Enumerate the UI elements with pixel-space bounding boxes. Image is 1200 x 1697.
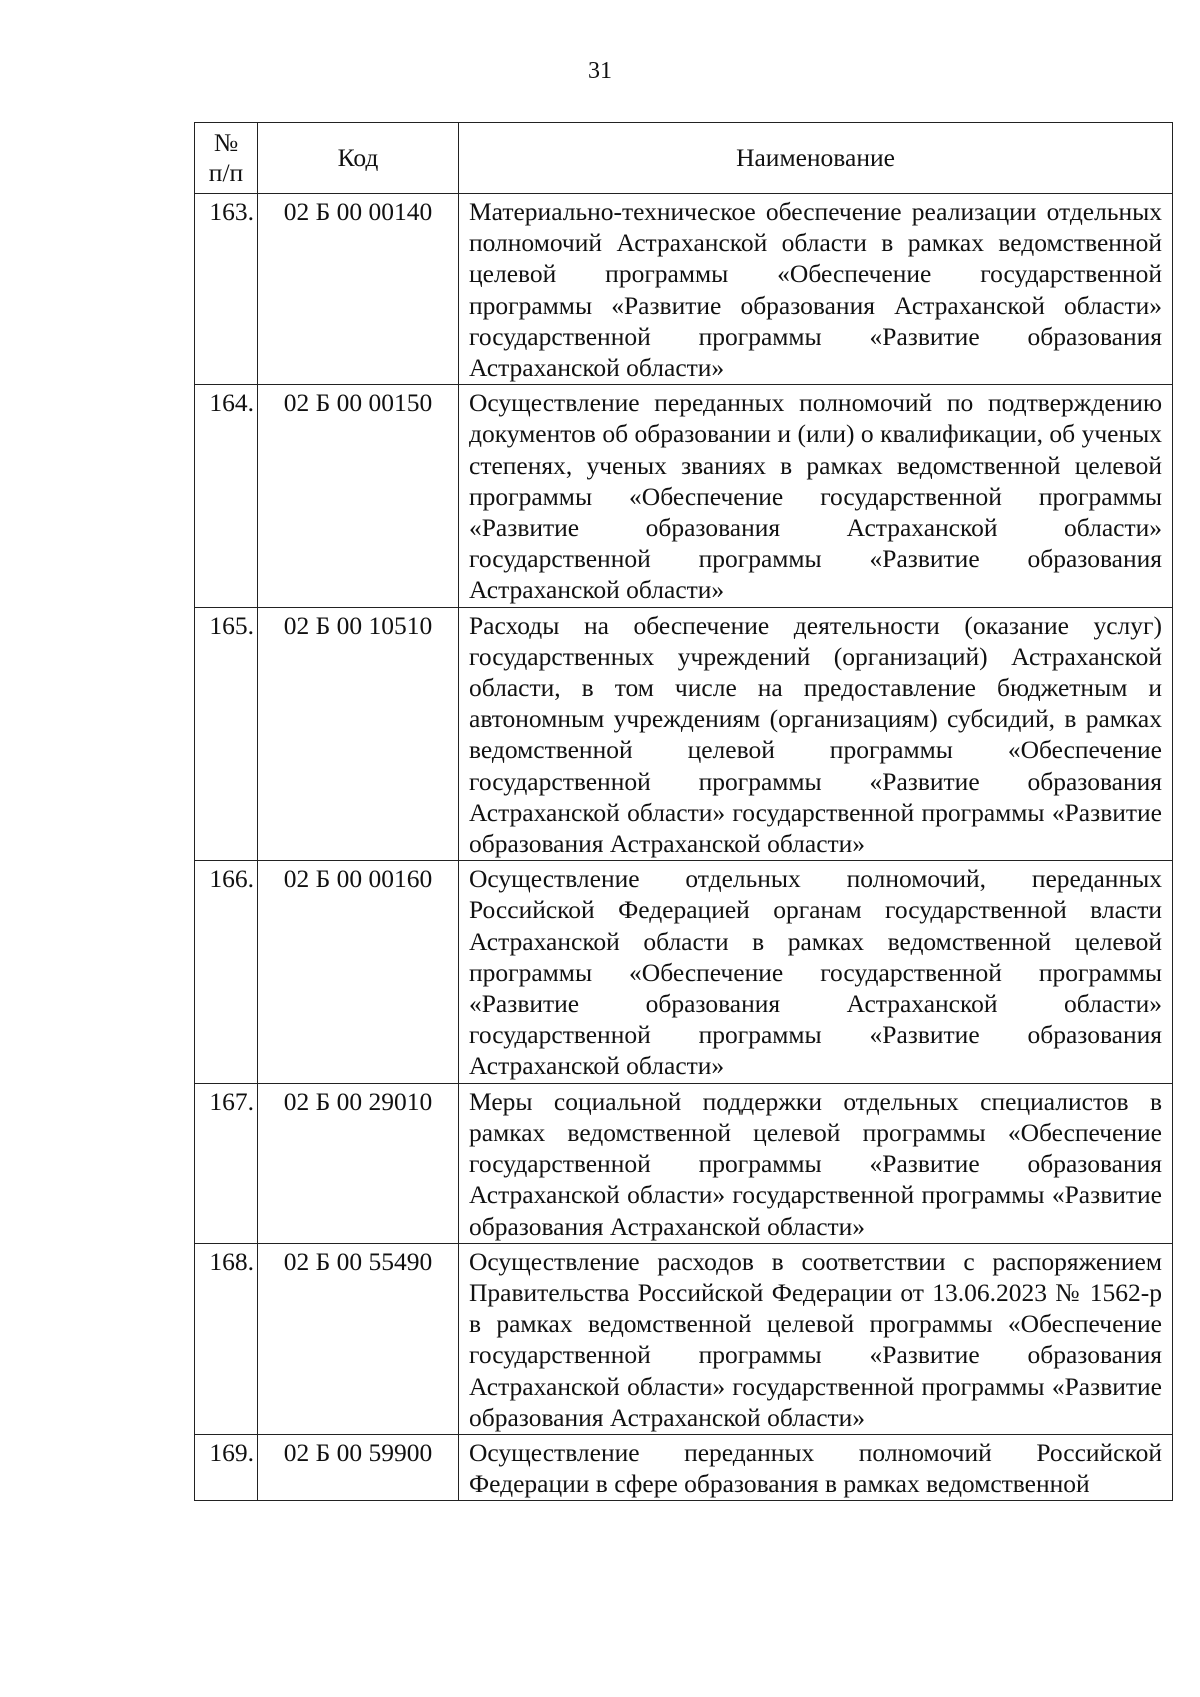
table-row (195, 607, 1173, 861)
table-body (195, 194, 1173, 1501)
row-number: 169. (195, 1434, 258, 1500)
table-row (195, 194, 1173, 385)
row-name: Материально-техническое обеспечение реализации отдельных полномочий Астраханской области в рамках ведомственной целевой программы «Обеспечение государственной программы «Развитие образования Астраханской области» государственной программы «Развитие образования Астраханской области» (459, 194, 1173, 385)
row-name: Осуществление расходов в соответствии с распоряжением Правительства Российской Федерации от 13.06.2023 № 1562-р в рамках ведомственной целевой программы «Обеспечение государственной программы «Развитие образования Астраханской области» государственной программы «Развитие образования Астраханской области» (459, 1243, 1173, 1434)
row-name: Расходы на обеспечение деятельности (оказание услуг) государственных учреждений (организаций) Астраханской области, в том числе на предоставление бюджетным и автономным учреждениям (организациям) субсидий, в рамках ведомственной целевой программы «Обеспечение государственной программы «Развитие образования Астраханской области» государственной программы «Развитие образования Астраханской области» (459, 607, 1173, 861)
row-code: 02 Б 00 10510 (258, 607, 459, 861)
row-code: 02 Б 00 59900 (258, 1434, 459, 1500)
row-name: Осуществление переданных полномочий по подтверждению документов об образовании и (или) о квалификации, об ученых степенях, ученых званиях в рамках ведомственной целевой программы «Обеспечение государственной программы «Развитие образования Астраханской области» государственной программы «Развитие образования Астраханской области» (459, 385, 1173, 607)
header-num-line2: п/п (208, 158, 244, 187)
row-number: 166. (195, 861, 258, 1083)
row-number: 164. (195, 385, 258, 607)
table-header-row (195, 123, 1173, 194)
row-name: Осуществление отдельных полномочий, переданных Российской Федерацией органам государственной власти Астраханской области в рамках ведомственной целевой программы «Обеспечение государственной программы «Развитие образования Астраханской области» государственной программы «Развитие образования Астраханской области» (459, 861, 1173, 1083)
header-name: Наименование (459, 123, 1173, 194)
row-code: 02 Б 00 00140 (258, 194, 459, 385)
row-code: 02 Б 00 29010 (258, 1083, 459, 1243)
row-code: 02 Б 00 55490 (258, 1243, 459, 1434)
table-row (195, 861, 1173, 1083)
row-name: Меры социальной поддержки отдельных специалистов в рамках ведомственной целевой программы «Обеспечение государственной программы «Развитие образования Астраханской области» государственной программы «Развитие образования Астраханской области» (459, 1083, 1173, 1243)
table-row (195, 1434, 1173, 1500)
row-code: 02 Б 00 00150 (258, 385, 459, 607)
header-num (195, 123, 258, 194)
table-row (195, 1243, 1173, 1434)
header-num-line1: № (213, 128, 239, 157)
row-code: 02 Б 00 00160 (258, 861, 459, 1083)
budget-codes-table (194, 122, 1173, 1501)
page-number: 31 (588, 58, 612, 84)
row-name: Осуществление переданных полномочий Российской Федерации в сфере образования в рамках ведомственной (459, 1434, 1173, 1500)
row-number: 163. (195, 194, 258, 385)
table-row (195, 385, 1173, 607)
row-number: 167. (195, 1083, 258, 1243)
row-number: 168. (195, 1243, 258, 1434)
row-number: 165. (195, 607, 258, 861)
table-row (195, 1083, 1173, 1243)
header-code: Код (258, 123, 459, 194)
